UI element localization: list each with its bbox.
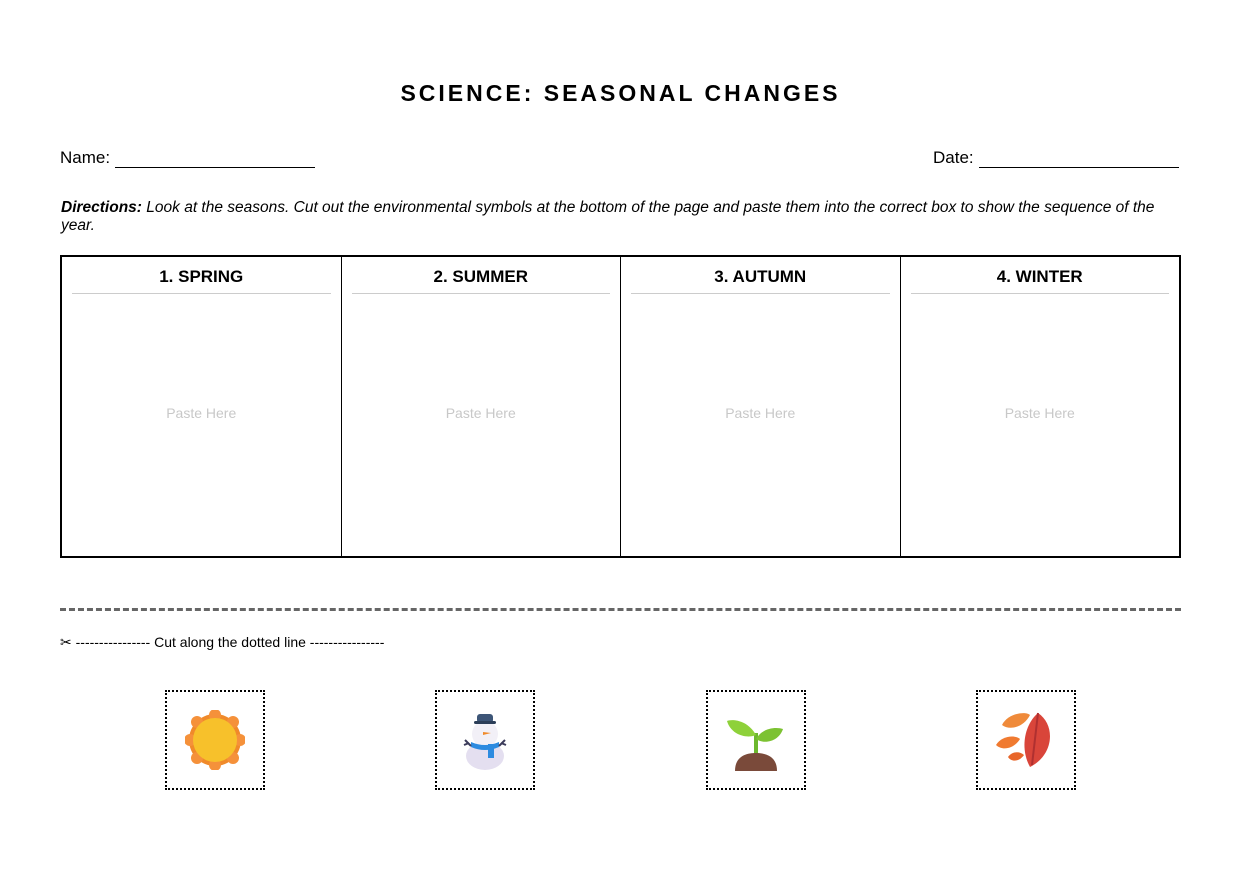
- directions: [61, 199, 1181, 235]
- cutout-sun[interactable]: [165, 690, 265, 790]
- cut-instruction: [60, 634, 384, 651]
- paste-placeholder: Paste Here: [1004, 405, 1075, 421]
- paste-placeholder: Paste Here: [445, 405, 516, 421]
- paste-placeholder: Paste Here: [166, 405, 237, 421]
- divider: [631, 293, 890, 294]
- season-box-summer[interactable]: [342, 257, 622, 556]
- season-box-winter[interactable]: [901, 257, 1180, 556]
- cut-text: ---------------- Cut along the dotted line ----------------: [75, 634, 385, 650]
- directions-text: Look at the seasons. Cut out the environmental symbols at the bottom of the page and paste them into the correct box to show the sequence of the year.: [61, 199, 1155, 234]
- season-heading: 2. SUMMER: [433, 267, 528, 286]
- date-line[interactable]: [979, 151, 1179, 168]
- season-heading: 3. AUTUMN: [714, 267, 807, 286]
- date-field: [933, 148, 1179, 168]
- paste-placeholder: Paste Here: [725, 405, 796, 421]
- fallen-leaves-icon: [994, 709, 1058, 771]
- season-box-spring[interactable]: [62, 257, 342, 556]
- season-table: [60, 255, 1181, 558]
- directions-label: Directions:: [61, 199, 142, 216]
- divider: [911, 293, 1170, 294]
- cut-line: [60, 608, 1181, 611]
- sun-icon: [185, 710, 245, 770]
- name-line[interactable]: [115, 151, 315, 168]
- snowman-icon: [455, 708, 515, 772]
- seedling-icon: [725, 709, 787, 771]
- season-heading: 1. SPRING: [159, 267, 244, 286]
- season-box-autumn[interactable]: [621, 257, 901, 556]
- divider: [352, 293, 611, 294]
- name-field: [60, 148, 315, 168]
- cutout-seedling[interactable]: [706, 690, 806, 790]
- season-heading: 4. WINTER: [996, 267, 1083, 286]
- name-label: Name:: [60, 148, 111, 167]
- page-title: SCIENCE: SEASONAL CHANGES: [400, 80, 841, 106]
- cutout-snowman[interactable]: [435, 690, 535, 790]
- date-label: Date:: [933, 148, 974, 167]
- cutout-fallen-leaves[interactable]: [976, 690, 1076, 790]
- scissors-icon: ✂: [60, 634, 72, 650]
- divider: [72, 293, 331, 294]
